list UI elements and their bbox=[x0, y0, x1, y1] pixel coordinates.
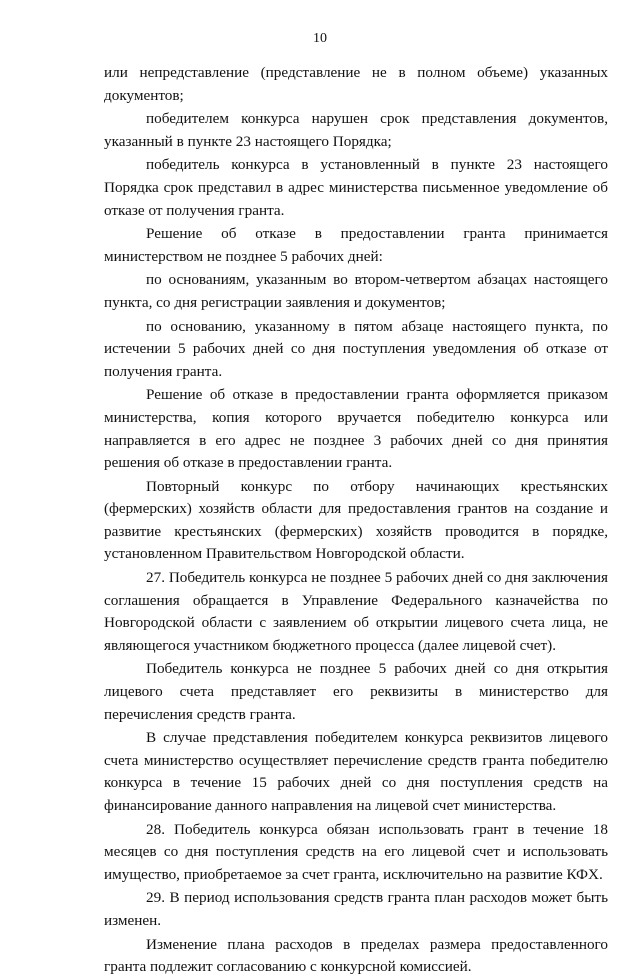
document-body bbox=[104, 62, 608, 980]
paragraph: 29. В период использования средств гранта план расходов может быть изменен. bbox=[104, 889, 608, 929]
paragraph: Решение об отказе в предоставлении гранта оформляется приказом министерства, копия которого вручается победителю конкурса или направляется в его адрес не позднее 3 рабочих дней со дня принятия решения об отказе в предоставлении гранта. bbox=[104, 386, 608, 472]
paragraph: Решение об отказе в предоставлении гранта принимается министерством не позднее 5 рабочих дней: bbox=[104, 225, 608, 265]
paragraph: Повторный конкурс по отбору начинающих крестьянских (фермерских) хозяйств области для предоставления грантов на создание и развитие крестьянских (фермерских) хозяйств проводится в порядке, установленном Правительством Новгородской области. bbox=[104, 477, 608, 563]
paragraph: по основаниям, указанным во втором-четвертом абзацах настоящего пункта, со дня регистрации заявления и документов; bbox=[104, 271, 608, 311]
paragraph: или непредставление (представление не в полном объеме) указанных документов; bbox=[104, 64, 608, 104]
paragraph: 27. Победитель конкурса не позднее 5 рабочих дней со дня заключения соглашения обращается в Управление Федерального казначейства по Новгородской области с заявлением об открытии лицевого счета лица, не являющегося участником бюджетного процесса (далее лицевой счет). bbox=[104, 569, 608, 654]
paragraph: Победитель конкурса не позднее 5 рабочих дней со дня открытия лицевого счета представляет его реквизиты в министерство для перечисления средств гранта. bbox=[104, 660, 608, 723]
paragraph: по основанию, указанному в пятом абзаце настоящего пункта, по истечении 5 рабочих дней со дня поступления уведомления об отказе от получения гранта. bbox=[104, 317, 608, 380]
paragraph: В случае представления победителем конкурса реквизитов лицевого счета министерство осуществляет перечисление средств гранта победителю конкурса в течение 15 рабочих дней со дня поступления средств на финансирование данного направления на лицевой счет министерства. bbox=[104, 729, 608, 814]
paragraph: победителем конкурса нарушен срок представления документов, указанный в пункте 23 настоящего Порядка; bbox=[104, 110, 608, 150]
paragraph: Изменение плана расходов в пределах размера предоставленного гранта подлежит согласованию с конкурсной комиссией. bbox=[104, 935, 608, 976]
paragraph: победитель конкурса в установленный в пункте 23 настоящего Порядка срок представил в адрес министерства письменное уведомление об отказе от получения гранта. bbox=[104, 156, 608, 219]
page-number: 10 bbox=[313, 31, 327, 46]
paragraph: 28. Победитель конкурса обязан использовать грант в течение 18 месяцев со дня поступления средств на его лицевой счет и использовать имущество, приобретаемое за счет гранта, исключительно на развитие КФХ. bbox=[104, 820, 608, 883]
